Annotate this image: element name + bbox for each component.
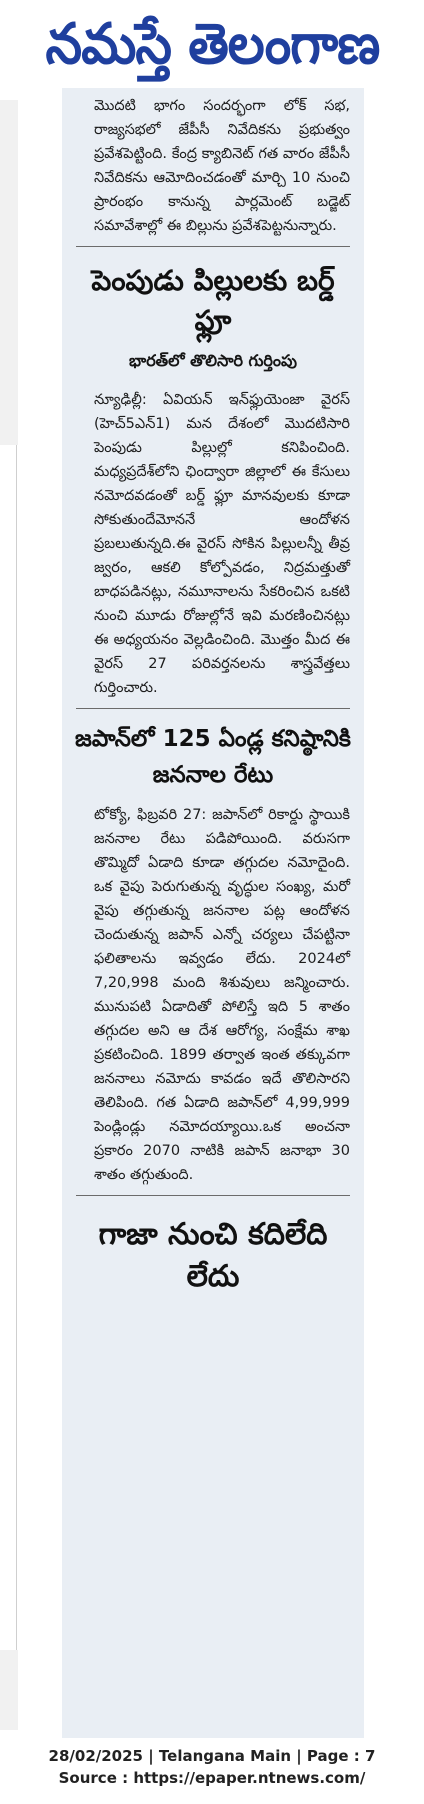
article-divider (76, 246, 350, 247)
article-divider (76, 1195, 350, 1196)
news-column (62, 88, 364, 1738)
article-divider (76, 708, 350, 709)
column-divider (16, 445, 17, 1650)
masthead (0, 0, 424, 88)
article-bird-flu-headline: పెంపుడు పిల్లులకు బర్డ్ ఫ్లూ (91, 264, 335, 337)
footer-date-edition: 28/02/2025 | Telangana Main | Page : 7 (48, 1747, 376, 1765)
article-gaza-headline: గాజా నుంచి కదిలేది లేదు (98, 1217, 328, 1294)
newspaper-logo: నమస్తే తెలంగాణ (45, 11, 379, 77)
article-bird-flu-body: న్యూఢిల్లీ: ఏవియన్ ఇన్‌ఫ్లుయెంజా వైరస్ (హెచ్5ఎన్1) మన దేశంలో మొదటిసారి పెంపుడు పిల్లుల్లో కనిపించింది. మధ్యప్రదేశ్‌లోని ఛింద్వారా జిల్లాలో ఈ కేసులు నమోదవడంతో బర్డ్ ఫ్లూ మానవులకు కూడా సోకుతుందేమోననే ఆందోళన ప్రబలుతున్నది.ఈ వైరస్ సోకిన పిల్లులన్నీ తీవ్ర జ్వరం, ఆకలి కోల్పోవడం, నిద్రమత్తుతో బాధపడినట్లు, నమూనాలను సేకరించిన ఒకటి నుంచి మూడు రోజుల్లోనే ఇవి మరణించినట్లు ఈ అధ్యయనం వెల్లడించింది. మొత్తం మీద ఈ వైరస్ 27 పరివర్తనలను శాస్త్రవేత్తలు గుర్తించారు. (94, 392, 350, 696)
article-jpc-bill-body: మొదటి భాగం సందర్భంగా లోక్ సభ, రాజ్యసభలో జేపీసీ నివేదికను ప్రభుత్వం ప్రవేశపెట్టింది. కేంద్ర క్యాబినెట్ గత వారం జేపీసీ నివేదికను ఆమోదించడంతో మార్చి 10 నుంచి ప్రారంభం కానున్న పార్లమెంట్ బడ్జెట్ సమావేశాల్లో ఈ బిల్లును ప్రవేశపెట్టనున్నారు. (94, 98, 350, 234)
article-japan-body: టోక్యో, ఫిబ్రవరి 27: జపాన్‌లో రికార్డు స్థాయికి జననాల రేటు పడిపోయింది. వరుసగా తొమ్మిదో ఏడాది కూడా తగ్గుదల నమోదైంది. ఒక వైపు పెరుగుతున్న వృద్ధుల సంఖ్య, మరో వైపు తగ్గుతున్న జననాల పట్ల ఆందోళన చెందుతున్న జపాన్ ఎన్నో చర్యలు చేపట్టినా ఫలితాలను ఇవ్వడం లేదు. 2024లో 7,20,998 మంది శిశువులు జన్మించారు. మునుపటి ఏడాదితో పోలిస్తే ఇది 5 శాతం తగ్గుదల అని ఆ దేశ ఆరోగ్య, సంక్షేమ శాఖ ప్రకటించింది. 1899 తర్వాత ఇంత తక్కువగా జననాలు నమోదు కావడం ఇదే తొలిసారని తెలిపింది. గత ఏడాది జపాన్‌లో 4,99,999 పెండ్లిండ్లు నమోదయ్యాయి.ఒక అంచనా ప్రకారం 2070 నాటికి జపాన్ జనాభా 30 శాతం తగ్గుతుంది. (94, 807, 350, 1183)
article-japan-headline: జపాన్‌లో 125 ఏండ్ల కనిష్ఠానికి జననాల రేటు (75, 726, 351, 788)
article-bird-flu-subheadline: భారత్‌లో తొలిసారి గుర్తింపు (129, 351, 297, 370)
page-footer (0, 1745, 424, 1789)
footer-source: Source : https://epaper.ntnews.com/ (58, 1769, 366, 1787)
adjacent-column-fragment (0, 1650, 18, 1730)
adjacent-column-fragment (0, 100, 18, 445)
